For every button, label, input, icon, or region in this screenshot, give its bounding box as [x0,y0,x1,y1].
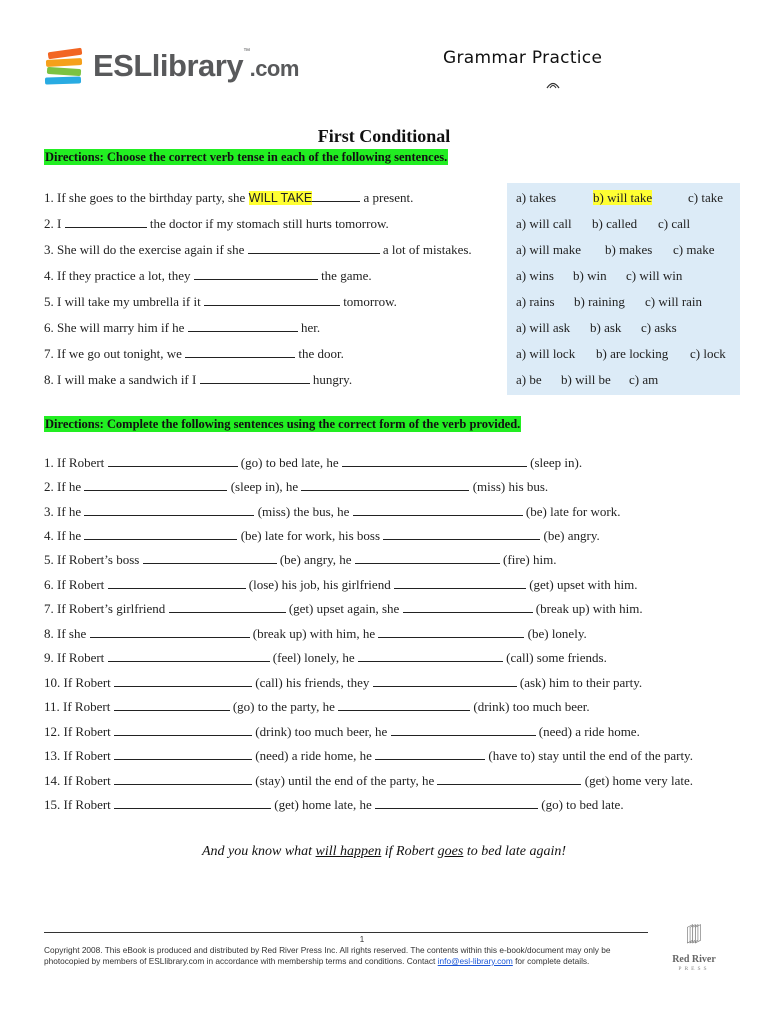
answer-blank[interactable] [375,797,538,809]
answer-blank[interactable] [84,479,227,491]
answer-blank[interactable] [342,455,527,467]
answer-blank[interactable] [169,601,286,613]
press-name: Red River [672,954,716,965]
answer-blank[interactable] [194,268,318,280]
answer-blank[interactable] [114,748,252,760]
directions-part1: Directions: Choose the correct verb tense in each of the following sentences. [45,150,448,164]
question-row: 2. If he (sleep in), he (miss) his bus. [44,479,549,494]
answer-blank[interactable] [312,190,360,202]
answer-blank[interactable] [84,528,237,540]
answer-blank[interactable] [394,577,526,589]
question-row: 12. If Robert (drink) too much beer, he (need) a ride home. [44,724,640,739]
answer-blank[interactable] [84,504,254,516]
question-row: 14. If Robert (stay) until the end of the party, he (get) home very late. [44,773,694,788]
copyright-notice: Copyright 2008. This eBook is produced and distributed by Red River Press Inc. All rights reserved. The contents within this e-book/document may only be photocopied by members of ESLlibrary.com in accordance with membership terms and conditions. Contact info@esl-library.com for complete details. [44,945,611,966]
answer-blank[interactable] [114,773,252,785]
question-row: 3. She will do the exercise again if she a lot of mistakes. [44,242,472,257]
press-subtitle: PRESS [678,966,710,972]
answer-blank[interactable] [114,797,271,809]
question-row: 3. If he (miss) the bus, he (be) late for work. [44,504,621,519]
section-ornament-icon [546,79,560,89]
answer-blank[interactable] [114,675,252,687]
question-row: 5. If Robert’s boss (be) angry, he (fire) him. [44,552,557,567]
answer-blank[interactable] [108,577,246,589]
question-row: 5. I will take my umbrella if it tomorrow. [44,294,397,309]
answer-blank[interactable] [375,748,485,760]
question-row: 1. If Robert (go) to bed late, he (sleep in). [44,455,583,470]
directions-part2: Directions: Complete the following sentences using the correct form of the verb provided. [45,417,521,431]
answer-blank[interactable] [185,346,295,358]
question-row: 15. If Robert (get) home late, he (go) to bed late. [44,797,624,812]
filled-answer: WILL TAKE [248,191,313,205]
section-title: Grammar Practice [443,48,603,68]
question-row: 2. I the doctor if my stomach still hurts tomorrow. [44,216,389,231]
answer-blank[interactable] [373,675,517,687]
question-row: 7. If we go out tonight, we the door. [44,346,344,361]
answer-blank[interactable] [358,650,503,662]
answer-blank[interactable] [338,699,470,711]
answer-blank[interactable] [108,650,270,662]
answer-blank[interactable] [353,504,523,516]
answer-blank[interactable] [188,320,298,332]
answer-blank[interactable] [90,626,250,638]
logo-text: ESLlibrary™.com [93,48,299,83]
question-row: 13. If Robert (need) a ride home, he (have to) stay until the end of the party. [44,748,693,763]
highlighted-choice: b) will take [593,190,653,205]
contact-email-link[interactable]: info@esl-library.com [437,956,513,966]
question-row: 9. If Robert (feel) lonely, he (call) some friends. [44,650,607,665]
answer-blank[interactable] [355,552,500,564]
question-row: 1. If she goes to the birthday party, she WILL TAKE a present. [44,190,414,205]
question-row: 4. If he (be) late for work, his boss (be) angry. [44,528,600,543]
question-row: 11. If Robert (go) to the party, he (drink) too much beer. [44,699,590,714]
question-row: 8. I will make a sandwich if I hungry. [44,372,353,387]
question-row: 10. If Robert (call) his friends, they (ask) him to their party. [44,675,643,690]
closing-sentence: And you know what will happen if Robert goes to bed late again! [202,844,566,859]
red-river-press-logo-icon [668,922,720,956]
esl-library-logo [44,44,299,94]
question-row: 4. If they practice a lot, they the game. [44,268,372,283]
choices-box: a) takes b) will take c) take a) will call b) called c) call a) will make b) makes c) make a) wins b) win c) will win a) rains b) raining c) will rain a) will ask b) ask c) asks a) will lock b) are locking c) lock a) be b) will be c) am [507,183,740,395]
books-icon [44,46,86,86]
answer-blank[interactable] [114,699,230,711]
question-row: 7. If Robert’s girlfriend (get) upset again, she (break up) with him. [44,601,643,616]
answer-blank[interactable] [204,294,340,306]
answer-blank[interactable] [108,455,238,467]
page-number: 1 [359,935,365,944]
page-title: First Conditional [317,126,451,146]
answer-blank[interactable] [200,372,310,384]
answer-blank[interactable] [437,773,581,785]
answer-blank[interactable] [65,216,147,228]
answer-blank[interactable] [301,479,469,491]
answer-blank[interactable] [248,242,380,254]
question-row: 8. If she (break up) with him, he (be) lonely. [44,626,587,641]
answer-blank[interactable] [383,528,540,540]
answer-blank[interactable] [143,552,277,564]
answer-blank[interactable] [114,724,252,736]
footer-divider [44,932,648,933]
answer-blank[interactable] [378,626,524,638]
answer-blank[interactable] [403,601,533,613]
question-row: 6. She will marry him if he her. [44,320,321,335]
question-row: 6. If Robert (lose) his job, his girlfriend (get) upset with him. [44,577,638,592]
answer-blank[interactable] [391,724,536,736]
